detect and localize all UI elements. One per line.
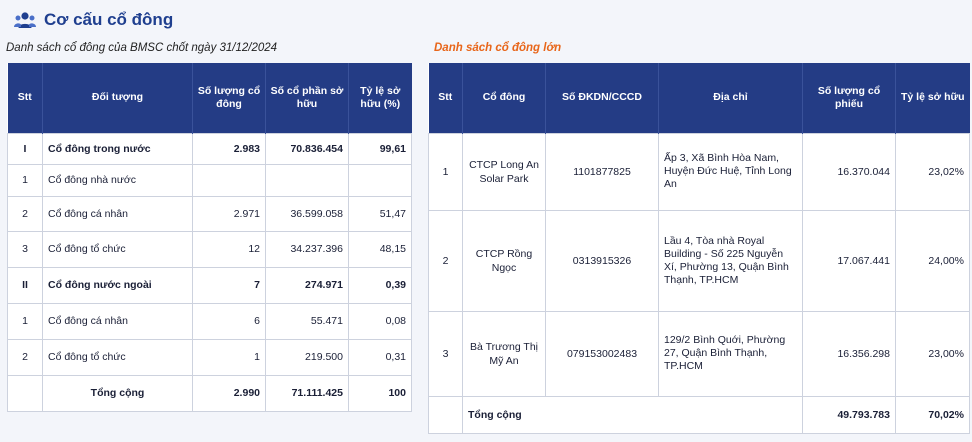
table-cell: 6 [193, 303, 266, 339]
table-cell: 1 [8, 303, 43, 339]
major-shareholder-caption: Danh sách cổ đông lớn [434, 42, 562, 54]
table-cell: 100 [349, 375, 412, 411]
shareholder-list-caption: Danh sách cổ đông của BMSC chốt ngày 31/12/2024 [6, 42, 278, 54]
total-share-quantity: 49.793.783 [803, 396, 896, 433]
table-cell: 34.237.396 [266, 231, 349, 267]
col-header-address: Địa chỉ [659, 63, 803, 133]
ownership-ratio: 23,00% [896, 311, 970, 396]
table-row [8, 231, 412, 267]
share-quantity: 17.067.441 [803, 210, 896, 311]
col-header-ownership-ratio: Tỷ lệ sở hữu (%) [349, 63, 412, 133]
table-row [429, 311, 970, 396]
table-header-row [429, 63, 970, 133]
address: Lầu 4, Tòa nhà Royal Building - Số 225 Nguyễn Xí, Phường 13, Quận Bình Thạnh, TP.HCM [659, 210, 803, 311]
table-cell: 7 [193, 267, 266, 303]
people-group-icon [14, 10, 36, 30]
table-row [429, 133, 970, 210]
table-row [8, 133, 412, 164]
table-cell: 1 [8, 164, 43, 196]
table-cell [266, 164, 349, 196]
table-row [429, 210, 970, 311]
table-cell: 0,39 [349, 267, 412, 303]
table-cell: Cổ đông nước ngoài [43, 267, 193, 303]
table-cell: Cổ đông tổ chức [43, 231, 193, 267]
share-quantity: 16.370.044 [803, 133, 896, 210]
table-cell: Cổ đông cá nhân [43, 303, 193, 339]
table-cell: Cổ đông cá nhân [43, 196, 193, 231]
total-ownership-ratio: 70,02% [896, 396, 970, 433]
total-label: Tổng cộng [43, 375, 193, 411]
table-cell: 3 [429, 311, 463, 396]
table-cell: 36.599.058 [266, 196, 349, 231]
table-total-row [429, 396, 970, 433]
share-quantity: 16.356.298 [803, 311, 896, 396]
ownership-ratio: 24,00% [896, 210, 970, 311]
table-cell: 2 [8, 339, 43, 375]
col-header-registration-id: Số ĐKDN/CCCD [546, 63, 659, 133]
table-cell: 2.983 [193, 133, 266, 164]
major-shareholder-table [428, 63, 970, 434]
total-label: Tổng cộng [463, 396, 803, 433]
col-header-share-quantity: Số lượng cổ phiếu [803, 63, 896, 133]
table-cell: Cổ đông nhà nước [43, 164, 193, 196]
page-title: Cơ cấu cổ đông [44, 10, 174, 29]
table-cell: 12 [193, 231, 266, 267]
col-header-shares-owned: Số cổ phần sở hữu [266, 63, 349, 133]
table-cell: 2 [8, 196, 43, 231]
registration-id: 0313915326 [546, 210, 659, 311]
col-header-stt: Stt [429, 63, 463, 133]
registration-id: 1101877825 [546, 133, 659, 210]
table-row [8, 267, 412, 303]
table-cell: 1 [193, 339, 266, 375]
table-cell: II [8, 267, 43, 303]
table-cell: 0,08 [349, 303, 412, 339]
table-cell: Cổ đông trong nước [43, 133, 193, 164]
address: Ấp 3, Xã Bình Hòa Nam, Huyện Đức Huệ, Tỉnh Long An [659, 133, 803, 210]
table-cell [429, 396, 463, 433]
table-cell: 3 [8, 231, 43, 267]
table-cell: Cổ đông tổ chức [43, 339, 193, 375]
table-cell: 70.836.454 [266, 133, 349, 164]
table-cell: 51,47 [349, 196, 412, 231]
table-cell [349, 164, 412, 196]
table-cell [193, 164, 266, 196]
table-cell: 2.971 [193, 196, 266, 231]
table-row [8, 164, 412, 196]
col-header-shareholder-count: Số lượng cổ đông [193, 63, 266, 133]
table-cell: I [8, 133, 43, 164]
table-cell: 2.990 [193, 375, 266, 411]
table-row [8, 339, 412, 375]
col-header-stt: Stt [8, 63, 43, 133]
table-cell: 1 [429, 133, 463, 210]
table-cell [8, 375, 43, 411]
shareholder-structure-table [7, 63, 412, 412]
table-total-row [8, 375, 412, 411]
col-header-shareholder: Cổ đông [463, 63, 546, 133]
col-header-subject: Đối tượng [43, 63, 193, 133]
table-row [8, 303, 412, 339]
registration-id: 079153002483 [546, 311, 659, 396]
col-header-ownership-ratio: Tỷ lệ sở hữu [896, 63, 970, 133]
table-cell: 219.500 [266, 339, 349, 375]
table-cell: 99,61 [349, 133, 412, 164]
table-cell: 0,31 [349, 339, 412, 375]
ownership-ratio: 23,02% [896, 133, 970, 210]
address: 129/2 Bình Quới, Phường 27, Quận Bình Thạnh, TP.HCM [659, 311, 803, 396]
shareholder-name: CTCP Rồng Ngọc [463, 210, 546, 311]
table-cell: 71.111.425 [266, 375, 349, 411]
table-cell: 274.971 [266, 267, 349, 303]
table-cell: 55.471 [266, 303, 349, 339]
table-row [8, 196, 412, 231]
table-cell: 48,15 [349, 231, 412, 267]
shareholder-name: Bà Trương Thị Mỹ An [463, 311, 546, 396]
table-cell: 2 [429, 210, 463, 311]
section-header [14, 8, 173, 32]
shareholder-name: CTCP Long An Solar Park [463, 133, 546, 210]
table-header-row [8, 63, 412, 133]
